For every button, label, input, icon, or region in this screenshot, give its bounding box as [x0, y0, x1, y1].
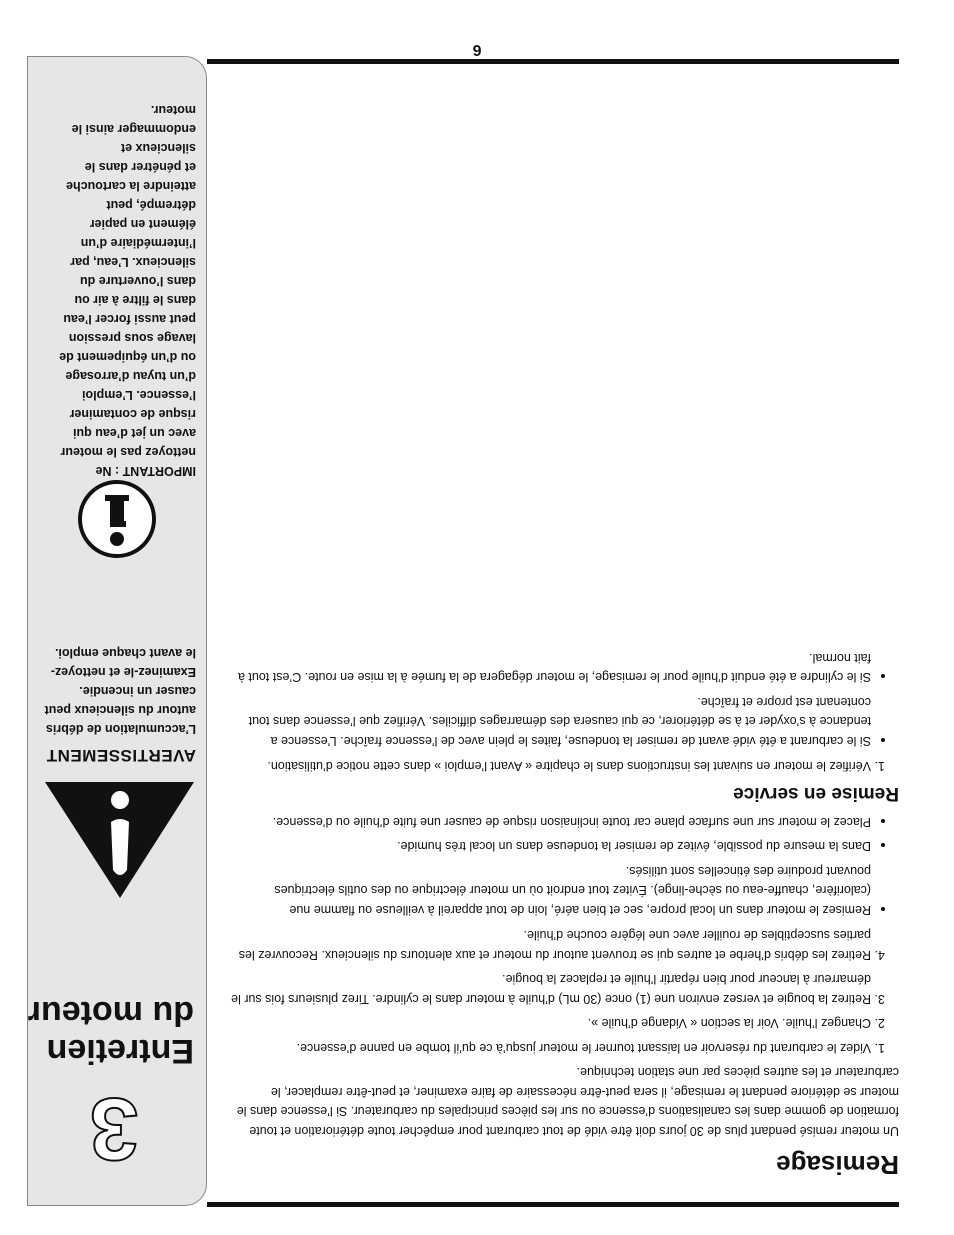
list-item: • Si le cylindre a été enduit d’huile pour le remisage, le moteur dégagera de la fumée à la mise en route. C’est tout à fait normal. — [229, 648, 871, 687]
top-rule — [207, 1202, 899, 1207]
storage-intro: Un moteur remisé pendant plus de 30 jours doit être vidé de tout carburant pour empêcher toute détérioration et toute formation de gomme dans les canalisations d’essence ou sur les pièces principales du carburateur. Si l’essence dans le moteur se détériore pendant le remisage, il sera peut-être nécessaire de faire examiner, et peut-être remplacer, le carburateur et les autres pièces par une station technique. — [236, 1065, 899, 1138]
service-heading: Remise en service — [733, 783, 899, 805]
warning-triangle-icon — [42, 780, 197, 900]
storage-heading: Remisage — [776, 1150, 899, 1180]
chapter-number: 3 — [89, 1080, 139, 1179]
important-label: IMPORTANT : — [114, 464, 196, 478]
list-item: 2. Changez l’huile. Voir la section « Vidange d’huile ». — [229, 1013, 871, 1033]
storage-steps — [229, 925, 899, 1057]
important-body: Ne nettoyez pas le moteur avec un jet d’eau qui risque de contaminer l’essence. L’emploi d’un tuyau d’arrosage ou d’un équipement de lavage sous pression peut aussi forcer l’eau dans le filtre à air ou dans l’ouverture du silencieux. L’eau, par l’intermédiaire d’un élément en papier détrempé, peut atteindre la cartouche et pénétrer dans le silencieux et endommager ainsi le moteur. — [59, 103, 196, 478]
service-bullets — [229, 648, 899, 751]
warning-title: AVERTISSEMENT — [46, 746, 196, 765]
list-item: • Si le carburant a été vidé avant de remiser la tondeuse, faites le plein avec de l’essence fraîche. L’essence a tendance à s’oxyder et à se détériorer, ce qui causera des démarrages difficiles. Vérifiez que l’essence dans tout contenant est propre et fraîche. — [229, 692, 871, 751]
chapter-title: Entretien du moteur — [27, 994, 194, 1070]
list-item: • Remisez le moteur dans un local propre, sec et bien aéré, loin de tout appareil à veilleuse ou flamme nue (calorifère, chauffe-eau ou sèche-linge). Évitez tout endroit où un moteur électrique ou des outils électriques pouvant produire des étincelles sont utilisés. — [229, 861, 871, 920]
page-number: 6 — [472, 41, 482, 58]
important-note — [56, 100, 196, 480]
main-content — [229, 642, 899, 1181]
list-item: 3. Retirez la bougie et versez environ une (1) once (30 mL) d’huile à moteur dans le cylindre. Tirez plusieurs fois sur le démarreur à lanceur pour bien répartir l’huile et replacez la bougie. — [229, 969, 871, 1008]
info-circle-icon — [77, 479, 157, 559]
list-item: • Dans la mesure du possible, évitez de remiser la tondeuse dans un local très humide. — [229, 836, 871, 856]
bottom-rule — [207, 59, 899, 64]
storage-bullets — [229, 812, 899, 920]
list-item: 4. Retirez les débris d’herbe et autres qui se trouvent autour du moteur et aux alentours du silencieux. Recouvrez les parties susceptibles de rouiller avec une légère couche d’huile. — [229, 925, 871, 964]
service-steps — [229, 756, 899, 776]
list-item: 1. Videz le carburant du réservoir en laissant tourner le moteur jusqu’à ce qu’il tombe en panne d’essence. — [229, 1038, 871, 1058]
list-item: • Placez le moteur sur une surface plane car toute inclinaison risque de causer une fuite d’huile ou d’essence. — [229, 812, 871, 832]
warning-text: L’accumulation de débris autour du silencieux peut causer un incendie. Examinez-le et nettoyez-le avant chaque emploi. — [44, 646, 196, 736]
list-item: 1. Vérifiez le moteur en suivant les instructions dans le chapitre « Avant l’emploi » dans cette notice d’utilisation. — [229, 756, 871, 776]
